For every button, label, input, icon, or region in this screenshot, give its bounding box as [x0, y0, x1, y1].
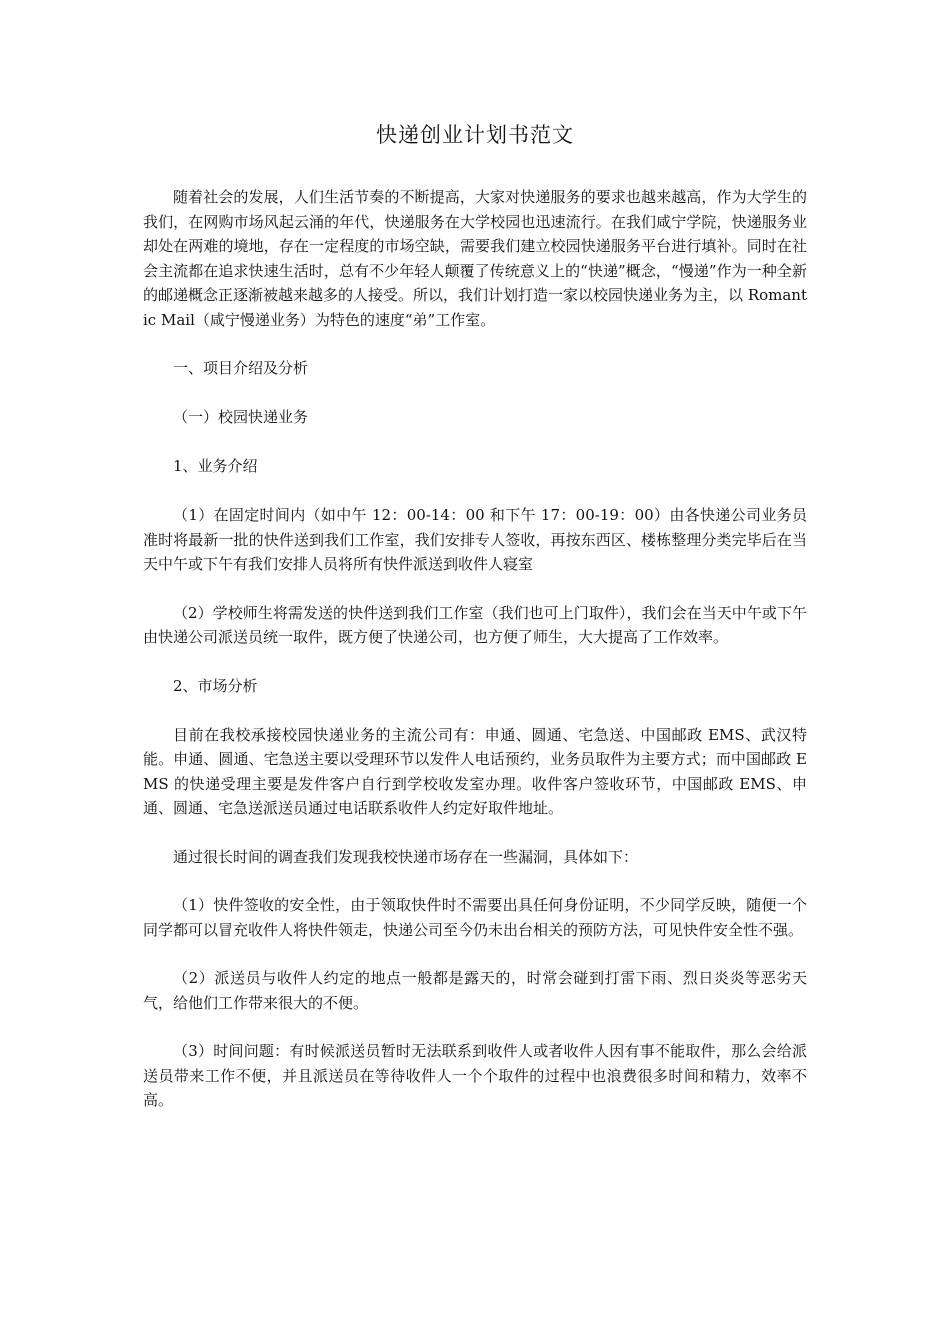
issue-item-3: （3）时间问题：有时候派送员暂时无法联系到收件人或者收件人因有事不能取件，那么会给派送员带来工作不便，并且派送员在等待收件人一个个取件的过程中也浪费很多时间和精力，效率不高。 [143, 1042, 807, 1109]
business-item-1: （1）在固定时间内（如中午 12：00-14：00 和下午 17：00-19：00）由各快递公司业务员准时将最新一批的快件送到我们工作室，我们安排专人签收，再按东西区、楼栋整理分类完毕后在当天中午或下午有我们安排人员将所有快件派送到收件人寝室 [143, 506, 807, 573]
document-body [143, 185, 807, 1137]
heading-business-intro: 1、业务介绍 [173, 457, 258, 475]
heading-market-analysis: 2、市场分析 [173, 676, 258, 695]
subsection-heading-campus-express: （一）校园快递业务 [173, 408, 309, 426]
intro-paragraph: 随着社会的发展，人们生活节奏的不断提高，大家对快递服务的要求也越来越高，作为大学生的我们，在网购市场风起云涌的年代，快递服务在大学校园也迅速流行。在我们咸宁学院，快递服务业却处在两难的境地，存在一定程度的市场空缺，需要我们建立校园快递服务平台进行填补。同时在社会主流都在追求快速生活时，总有不少年轻人颠覆了传统意义上的“快递”概念，“慢递”作为一种全新的邮递概念正逐渐被越来越多的人接受。所以，我们计划打造一家以校园快递业务为主，以 Romantic Mail（咸宁慢递业务）为特色的速度“弟”工作室。 [143, 188, 807, 329]
survey-paragraph: 通过很长时间的调查我们发现我校快递市场存在一些漏洞，具体如下： [173, 847, 639, 866]
business-item-2: （2）学校师生将需发送的快件送到我们工作室（我们也可上门取件），我们会在当天中午或下午由快递公司派送员统一取件，既方便了快递公司，也方便了师生，大大提高了工作效率。 [143, 603, 807, 646]
issue-item-1: （1）快件签收的安全性，由于领取快件时不需要出具任何身份证明，不少同学反映，随便一个同学都可以冒充收件人将快件领走，快递公司至今仍未出台相关的预防方法，可见快件安全性不强。 [143, 896, 807, 939]
issue-item-2: （2）派送员与收件人约定的地点一般都是露天的，时常会碰到打雷下雨、烈日炎炎等恶劣天气，给他们工作带来很大的不便。 [143, 969, 807, 1012]
market-paragraph: 目前在我校承接校园快递业务的主流公司有：申通、圆通、宅急送、中国邮政 EMS、武汉特能。申通、圆通、宅急送主要以受理环节以发件人电话预约，业务员取件为主要方式；而中国邮政 EMS 的快递受理主要是发件客户自行到学校收发室办理。收件客户签收环节，中国邮政 EMS、申通、圆通、宅急送派送员通过电话联系收件人约定好取件地址。 [143, 725, 807, 817]
section-heading-project: 一、项目介绍及分析 [173, 359, 309, 377]
document-title: 快递创业计划书范文 [376, 123, 574, 147]
